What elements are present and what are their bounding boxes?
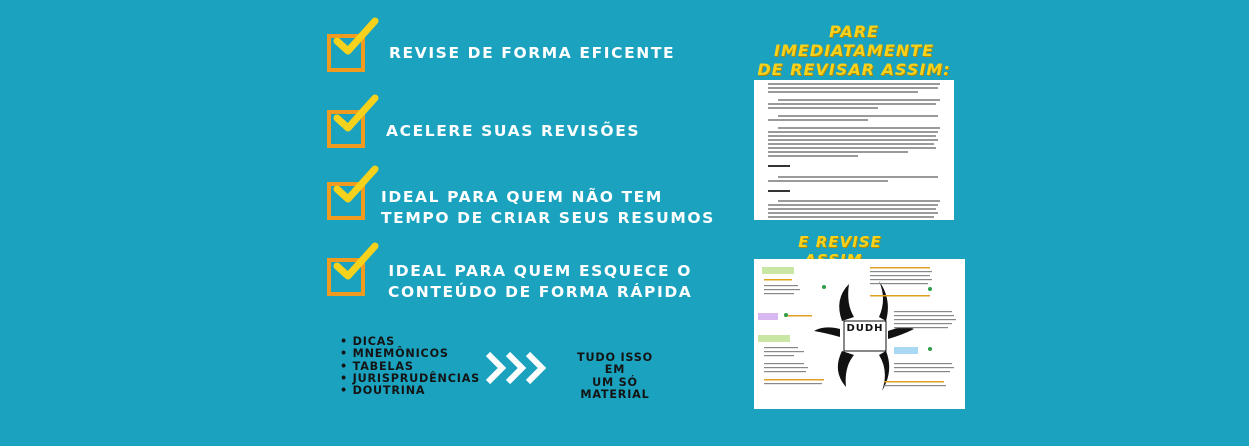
- list-item: • JURISPRUDÊNCIAS: [340, 371, 481, 385]
- list-item: • TABELAS: [340, 359, 414, 373]
- feature-3-text: [381, 187, 715, 229]
- headline-stop: [748, 22, 960, 79]
- feature-3-line-1: IDEAL PARA QUEM NÃO TEM: [381, 188, 663, 206]
- list-item: • DICAS: [340, 335, 396, 348]
- headline-revise: E REVISE: [798, 233, 882, 251]
- tudo-line-1: TUDO ISSO EM: [577, 351, 653, 377]
- feature-2-text: ACELERE SUAS REVISÕES: [386, 122, 641, 140]
- checkmark-icon: [331, 240, 381, 284]
- tudo-line-2: UM SÓ: [592, 375, 638, 389]
- feature-1-text: REVISE DE FORMA EFICENTE: [389, 44, 676, 62]
- triple-chevron-icon: [484, 350, 554, 386]
- mindmap-drawing: [754, 259, 965, 409]
- mindmap-center-label: DUDH: [846, 323, 884, 334]
- headline-stop-line-1: PARE IMEDIATAMENTE: [773, 22, 935, 60]
- checkmark-icon: [331, 163, 381, 207]
- content-list: [340, 336, 480, 397]
- document-preview: [754, 80, 954, 220]
- headline-stop-line-2: DE REVISAR ASSIM:: [757, 60, 951, 79]
- tudo-text: [566, 352, 664, 401]
- tudo-line-3: MATERIAL: [580, 387, 650, 401]
- feature-4-line-1: IDEAL PARA QUEM ESQUECE O: [388, 262, 692, 280]
- list-item: • MNEMÔNICOS: [340, 347, 449, 361]
- checkmark-icon: [331, 15, 381, 59]
- feature-4-line-2: CONTEÚDO DE FORMA RÁPIDA: [388, 283, 693, 301]
- feature-3-line-2: TEMPO DE CRIAR SEUS RESUMOS: [381, 209, 715, 227]
- mindmap-preview: [754, 259, 965, 409]
- feature-4-text: [388, 261, 692, 303]
- checkmark-icon: [331, 92, 381, 136]
- list-item: • DOUTRINA: [340, 384, 426, 398]
